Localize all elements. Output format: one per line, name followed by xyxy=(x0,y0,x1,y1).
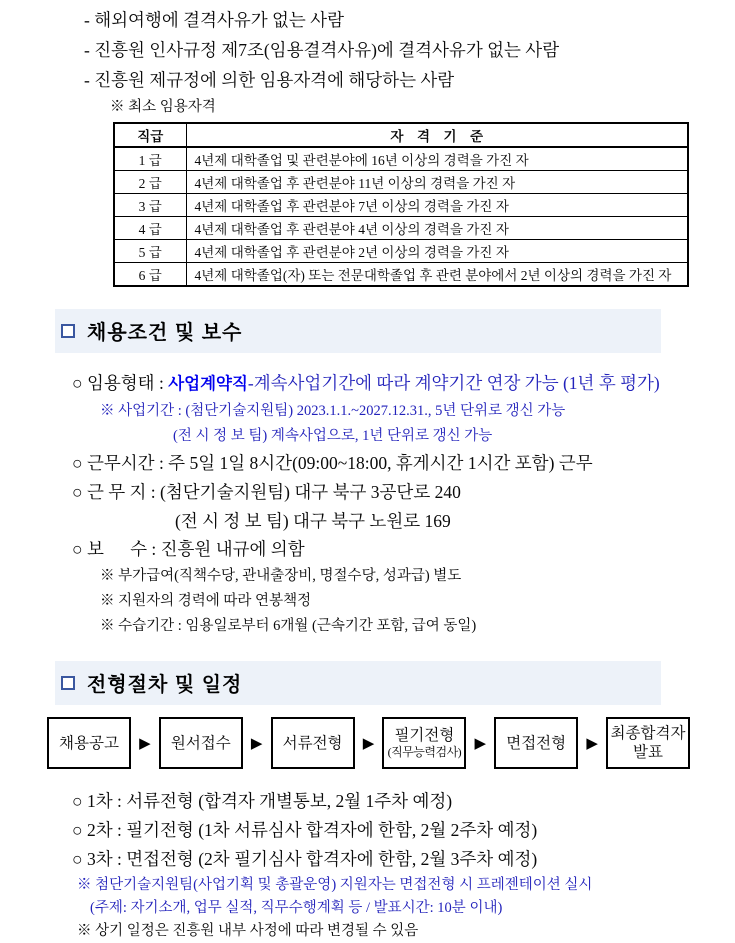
line-salary: ○ 보 수 : 진흥원 내규에 의함 xyxy=(72,539,305,559)
line-biz-period-1: ※ 사업기간 : (첨단기술지원팀) 2023.1.1.~2027.12.31., 5년 단위로 갱신 가능 xyxy=(100,403,566,419)
section-title-text: 전형절차 및 일정 xyxy=(87,674,243,696)
round-item: ○ 2차 : 필기전형 (1차 서류심사 합격자에 한함, 2월 2주차 예정) xyxy=(72,820,538,840)
line-schedule-change-note: ※ 상기 일정은 진흥원 내부 사정에 따라 변경될 수 있음 xyxy=(77,923,419,939)
process-flowchart xyxy=(47,717,690,769)
eligibility-item: - 진흥원 인사규정 제7조(임용결격사유)에 결격사유가 없는 사람 xyxy=(84,40,560,60)
flow-step-label: 서류전형 xyxy=(282,734,343,752)
arrow-right-icon: ▶ xyxy=(250,734,263,752)
flow-step-box xyxy=(159,717,243,769)
flow-step-box xyxy=(47,717,131,769)
flow-step-label: 필기전형 xyxy=(394,727,455,744)
eligibility-list xyxy=(84,0,735,95)
line-biz-period-2: (전 시 정 보 팀) 계속사업으로, 1년 단위로 갱신 가능 xyxy=(173,428,493,444)
line-work-place-2: (전 시 정 보 팀) 대구 북구 노원로 169 xyxy=(175,511,451,531)
flow-step-box xyxy=(382,717,466,769)
flow-step-sub: 발표 xyxy=(633,744,663,761)
criteria-cell: 4년제 대학졸업 후 관련분야 4년 이상의 경력을 가진 자 xyxy=(186,217,688,240)
line-salary-note: ※ 지원자의 경력에 따라 연봉책정 xyxy=(100,593,312,609)
table-row xyxy=(114,171,688,194)
line-presentation-note-2: (주제: 자기소개, 업무 실적, 직무수행계획 등 / 발표시간: 10분 이내) xyxy=(90,900,503,916)
arrow-right-icon: ▶ xyxy=(362,734,375,752)
flow-step-sub: (직무능력검사) xyxy=(387,745,462,759)
arrow-right-icon: ▶ xyxy=(139,734,151,752)
table-row xyxy=(114,217,688,240)
criteria-cell: 4년제 대학졸업(자) 또는 전문대학졸업 후 관련 분야에서 2년 이상의 경력을 가진 자 xyxy=(186,263,688,287)
line-employment-type xyxy=(72,369,735,399)
flow-step-label: 원서접수 xyxy=(170,734,231,752)
table-header-grade: 직급 xyxy=(114,123,186,147)
flow-step-box xyxy=(606,717,690,769)
flow-step-box xyxy=(271,717,355,769)
section-title-compensation xyxy=(55,309,661,353)
round-item: ○ 3차 : 면접전형 (2차 필기심사 합격자에 한함, 2월 3주차 예정) xyxy=(72,849,538,869)
arrow-right-icon: ▶ xyxy=(474,734,487,752)
line-salary-note: ※ 수습기간 : 임용일로부터 6개월 (근속기간 포함, 급여 동일) xyxy=(100,618,477,634)
table-row xyxy=(114,147,688,171)
criteria-cell: 4년제 대학졸업 후 관련분야 2년 이상의 경력을 가진 자 xyxy=(186,240,688,263)
line-salary-note: ※ 부가급여(직책수당, 관내출장비, 명절수당, 성과급) 별도 xyxy=(100,568,462,584)
grade-cell: 4 급 xyxy=(114,217,186,240)
section-title-text: 채용조건 및 보수 xyxy=(87,322,243,344)
qualification-table xyxy=(113,122,689,287)
flow-step-label: 채용공고 xyxy=(59,734,119,752)
flow-step-label: 최종합격자 xyxy=(610,725,686,742)
square-bullet-icon xyxy=(61,324,75,338)
criteria-cell: 4년제 대학졸업 및 관련분야에 16년 이상의 경력을 가진 자 xyxy=(186,147,688,171)
grade-cell: 5 급 xyxy=(114,240,186,263)
eligibility-item: - 해외여행에 결격사유가 없는 사람 xyxy=(84,10,344,30)
flow-step-box xyxy=(494,717,578,769)
grade-cell: 3 급 xyxy=(114,194,186,217)
table-header-row xyxy=(114,123,688,147)
section-title-process xyxy=(55,661,661,705)
line-work-hours: ○ 근무시간 : 주 5일 1일 8시간(09:00~18:00, 휴게시간 1시간 포함) 근무 xyxy=(72,453,593,473)
grade-cell: 6 급 xyxy=(114,263,186,287)
table-header-criteria: 자 격 기 준 xyxy=(186,123,688,147)
employment-type-highlight: 사업계약직 xyxy=(168,375,248,393)
table-row xyxy=(114,240,688,263)
criteria-cell: 4년제 대학졸업 후 관련분야 7년 이상의 경력을 가진 자 xyxy=(186,194,688,217)
criteria-cell: 4년제 대학졸업 후 관련분야 11년 이상의 경력을 가진 자 xyxy=(186,171,688,194)
flow-step-label: 면접전형 xyxy=(506,734,567,752)
square-bullet-icon xyxy=(61,676,75,690)
line-work-place-1: ○ 근 무 지 : (첨단기술지원팀) 대구 북구 3공단로 240 xyxy=(72,482,461,502)
employment-type-prefix: ○ 임용형태 : xyxy=(72,373,169,393)
line-presentation-note-1: ※ 첨단기술지원팀(사업기획 및 총괄운영) 지원자는 면접전형 시 프레젠테이션 실시 xyxy=(77,877,593,893)
arrow-right-icon: ▶ xyxy=(586,734,598,752)
employment-type-suffix: -계속사업기간에 따라 계약기간 연장 가능 (1년 후 평가) xyxy=(247,373,660,393)
table-row xyxy=(114,194,688,217)
grade-cell: 1 급 xyxy=(114,147,186,171)
grade-cell: 2 급 xyxy=(114,171,186,194)
min-qualification-note: ※ 최소 임용자격 xyxy=(110,99,216,115)
table-row xyxy=(114,263,688,287)
rounds-list xyxy=(0,787,735,874)
eligibility-item: - 진흥원 제규정에 의한 임용자격에 해당하는 사람 xyxy=(84,70,455,90)
round-item: ○ 1차 : 서류전형 (합격자 개별통보, 2월 1주차 예정) xyxy=(72,791,453,811)
